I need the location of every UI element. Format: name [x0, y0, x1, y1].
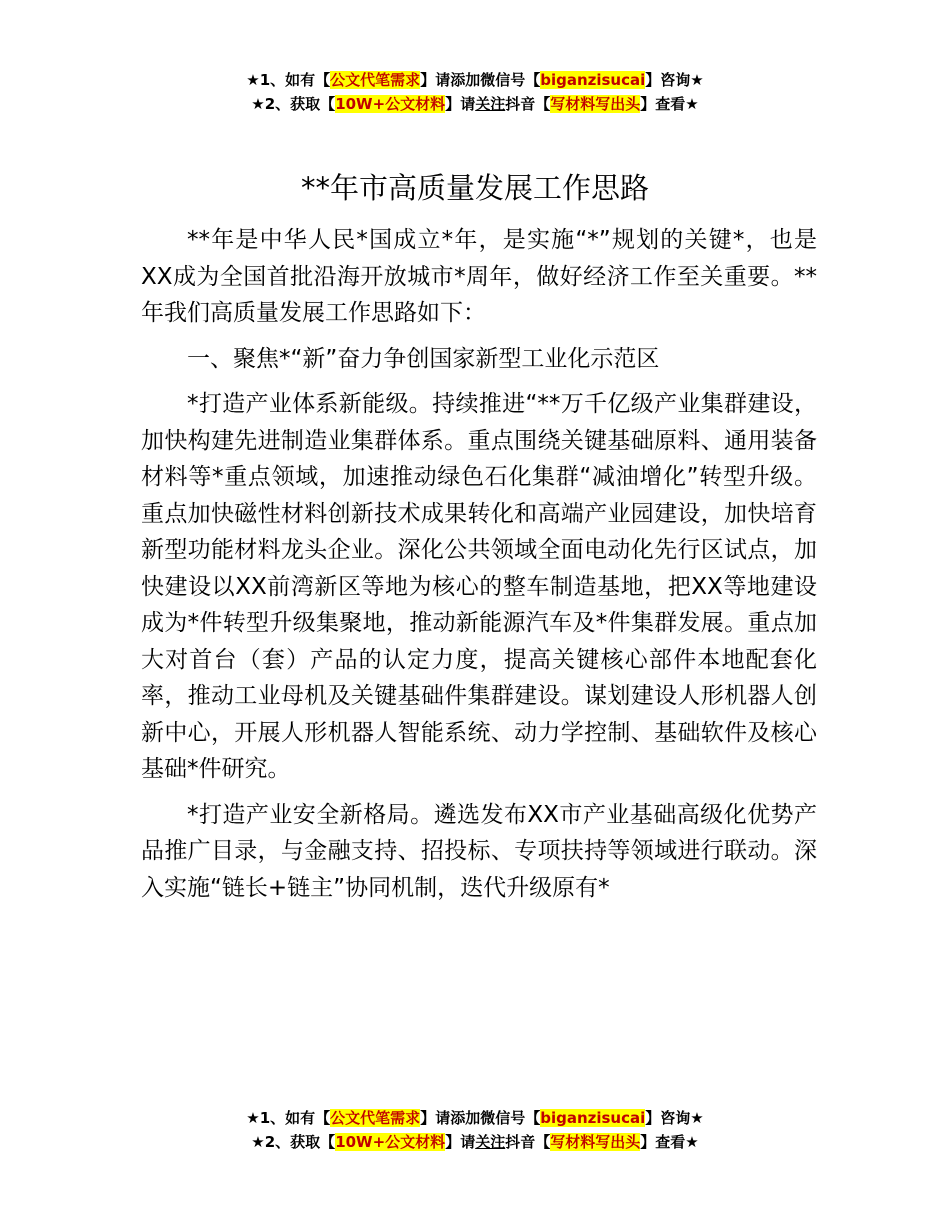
highlight-account: 写材料写出头 — [550, 1133, 641, 1151]
promo-line-1: ★1、如有【公文代笔需求】请添加微信号【biganzisucai】咨询★ — [246, 1109, 704, 1127]
footer-promo-banner — [0, 1106, 950, 1154]
document-body — [141, 222, 817, 915]
paragraph-industry-security: *打造产业安全新格局。遴选发布XX市产业基础高级化优势产品推广目录，与金融支持、招投标、专项扶持等领域进行联动。深入实施“链长+链主”协同机制，迭代升级原有* — [141, 801, 817, 901]
highlight-materials: 10W+公文材料 — [335, 95, 446, 113]
highlight-materials: 10W+公文材料 — [335, 1133, 446, 1151]
underlined-follow: 关注 — [475, 1133, 506, 1151]
promo-line-2: ★2、获取【10W+公文材料】请关注抖音【写材料写出头】查看★ — [251, 1133, 699, 1151]
highlight-wechat-id: biganzisucai — [540, 1109, 646, 1127]
underlined-follow: 关注 — [475, 95, 506, 113]
paragraph-intro: **年是中华人民*国成立*年，是实施“*”规划的关键*，也是XX成为全国首批沿海开放城市*周年，做好经济工作至关重要。**年我们高质量发展工作思路如下： — [141, 227, 817, 326]
paragraph-industry-system: *打造产业体系新能级。持续推进“**万千亿级产业集群建设，加快构建先进制造业集群体系。重点围绕关键基础原料、通用装备材料等*重点领域，加速推动绿色石化集群“减油增化”转型升级。重点加快磁性材料创新技术成果转化和高端产业园建设，加快培育新型功能材料龙头企业。深化公共领域全面电动化先行区试点，加快建设以XX前湾新区等地为核心的整车制造基地，把XX等地建设成为*件转型升级集聚地，推动新能源汽车及*件集群发展。重点加大对首台（套）产品的认定力度，提高关键核心部件本地配套化率，推动工业母机及关键基础件集群建设。谋划建设人形机器人创新中心，开展人形机器人智能系统、动力学控制、基础软件及核心基础*件研究。 — [141, 391, 817, 782]
promo-line-1: ★1、如有【公文代笔需求】请添加微信号【biganzisucai】咨询★ — [246, 71, 704, 89]
promo-line-2: ★2、获取【10W+公文材料】请关注抖音【写材料写出头】查看★ — [251, 95, 699, 113]
highlight-wechat-id: biganzisucai — [540, 71, 646, 89]
highlight-service: 公文代笔需求 — [330, 71, 421, 89]
header-promo-banner — [0, 68, 950, 116]
section-heading-1: 一、聚焦*“新”奋力争创国家新型工业化示范区 — [187, 345, 660, 372]
document-title: **年市高质量发展工作思路 — [300, 171, 649, 205]
highlight-service: 公文代笔需求 — [330, 1109, 421, 1127]
highlight-account: 写材料写出头 — [550, 95, 641, 113]
